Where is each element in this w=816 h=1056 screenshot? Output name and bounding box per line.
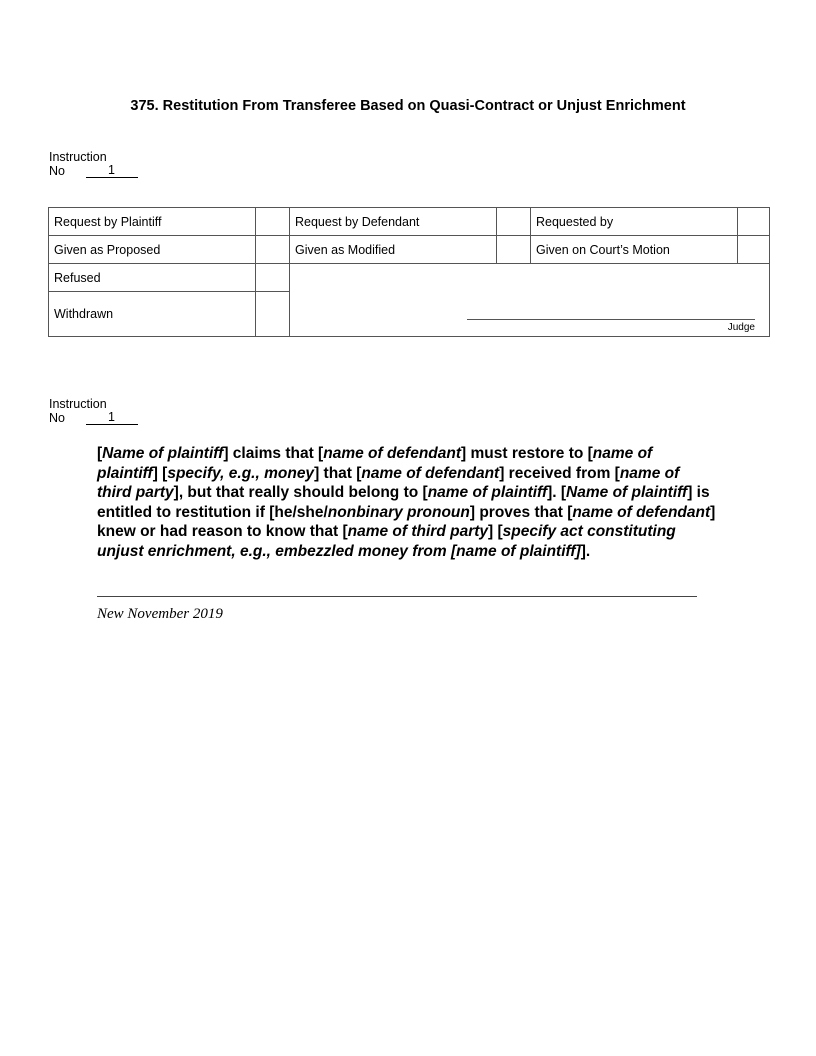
instruction-label: Instruction [49,150,107,164]
body-text-segment: [ [97,445,103,462]
body-placeholder-text: Name of plaintiff [566,484,688,501]
judge-signature-area[interactable] [290,264,770,337]
body-text-segment: ] knew or had reason to know that [ [97,503,716,540]
given-as-proposed-checkbox[interactable] [256,236,290,264]
body-placeholder-text: name of plaintiff [427,484,548,501]
given-on-courts-motion-checkbox[interactable] [738,236,770,264]
body-text-segment: ] received from [ [499,464,620,482]
body-placeholder-text: nonbinary pronoun [327,503,470,521]
footer-divider [97,596,697,597]
instruction-body [97,444,717,561]
instruction-no-label: No [49,411,65,425]
withdrawn-checkbox[interactable] [256,292,290,337]
judge-signature-line [467,319,755,320]
given-as-modified-label: Given as Modified [290,236,497,264]
instruction-number-field[interactable]: 1 [86,164,138,178]
body-text-segment: ]. [ [547,484,567,501]
refused-label: Refused [49,264,256,292]
body-text-segment: ]. [580,542,591,560]
judge-label: Judge [727,322,755,333]
body-placeholder-text: name of defendant [323,445,462,462]
body-placeholder-text: name of third party [347,523,489,540]
body-text-segment: ] is entitled to restitution if [he/she/ [97,484,710,521]
body-text-segment: ], but that really should belong to [ [173,484,428,501]
instruction-title: 375. Restitution From Transferee Based on Quasi-Contract or Unjust Enrichment [130,98,686,114]
refused-checkbox[interactable] [256,264,290,292]
instruction-label: Instruction [49,397,107,411]
body-text-segment: ] [ [488,523,503,540]
body-placeholder-text: specify, e.g., money [167,464,315,482]
body-text-segment: ] proves that [ [469,503,573,521]
body-placeholder-text: specify act constituting unjust enrichment, e.g., embezzled money from [name of plaintiff] [97,523,676,560]
given-as-proposed-label: Given as Proposed [49,236,256,264]
body-text-segment: ] claims that [ [223,445,324,462]
revision-note: New November 2019 [97,606,223,622]
request-by-plaintiff-label: Request by Plaintiff [49,208,256,236]
instruction-number-field[interactable]: 1 [86,411,138,425]
body-placeholder-text: Name of plaintiff [102,445,224,462]
request-by-plaintiff-checkbox[interactable] [256,208,290,236]
table-row [49,208,770,236]
body-placeholder-text: name of third party [97,464,680,501]
body-placeholder-text: name of plaintiff [97,445,653,482]
instruction-number-block-bottom [49,397,138,425]
request-by-defendant-checkbox[interactable] [497,208,531,236]
table-row [49,236,770,264]
instruction-no-label: No [49,164,65,178]
body-placeholder-text: name of defendant [361,464,500,482]
instruction-number-block-top [49,150,138,178]
body-placeholder-text: name of defendant [572,503,711,521]
given-as-modified-checkbox[interactable] [497,236,531,264]
table-row [49,264,770,292]
given-on-courts-motion-label: Given on Court’s Motion [531,236,738,264]
request-status-table [48,207,770,337]
body-text-segment: ] that [ [314,464,362,482]
withdrawn-label: Withdrawn [49,292,256,337]
body-text-segment: ] [ [152,464,168,482]
requested-by-label: Requested by [531,208,738,236]
body-text-segment: ] must restore to [ [461,445,593,462]
request-by-defendant-label: Request by Defendant [290,208,497,236]
requested-by-checkbox[interactable] [738,208,770,236]
